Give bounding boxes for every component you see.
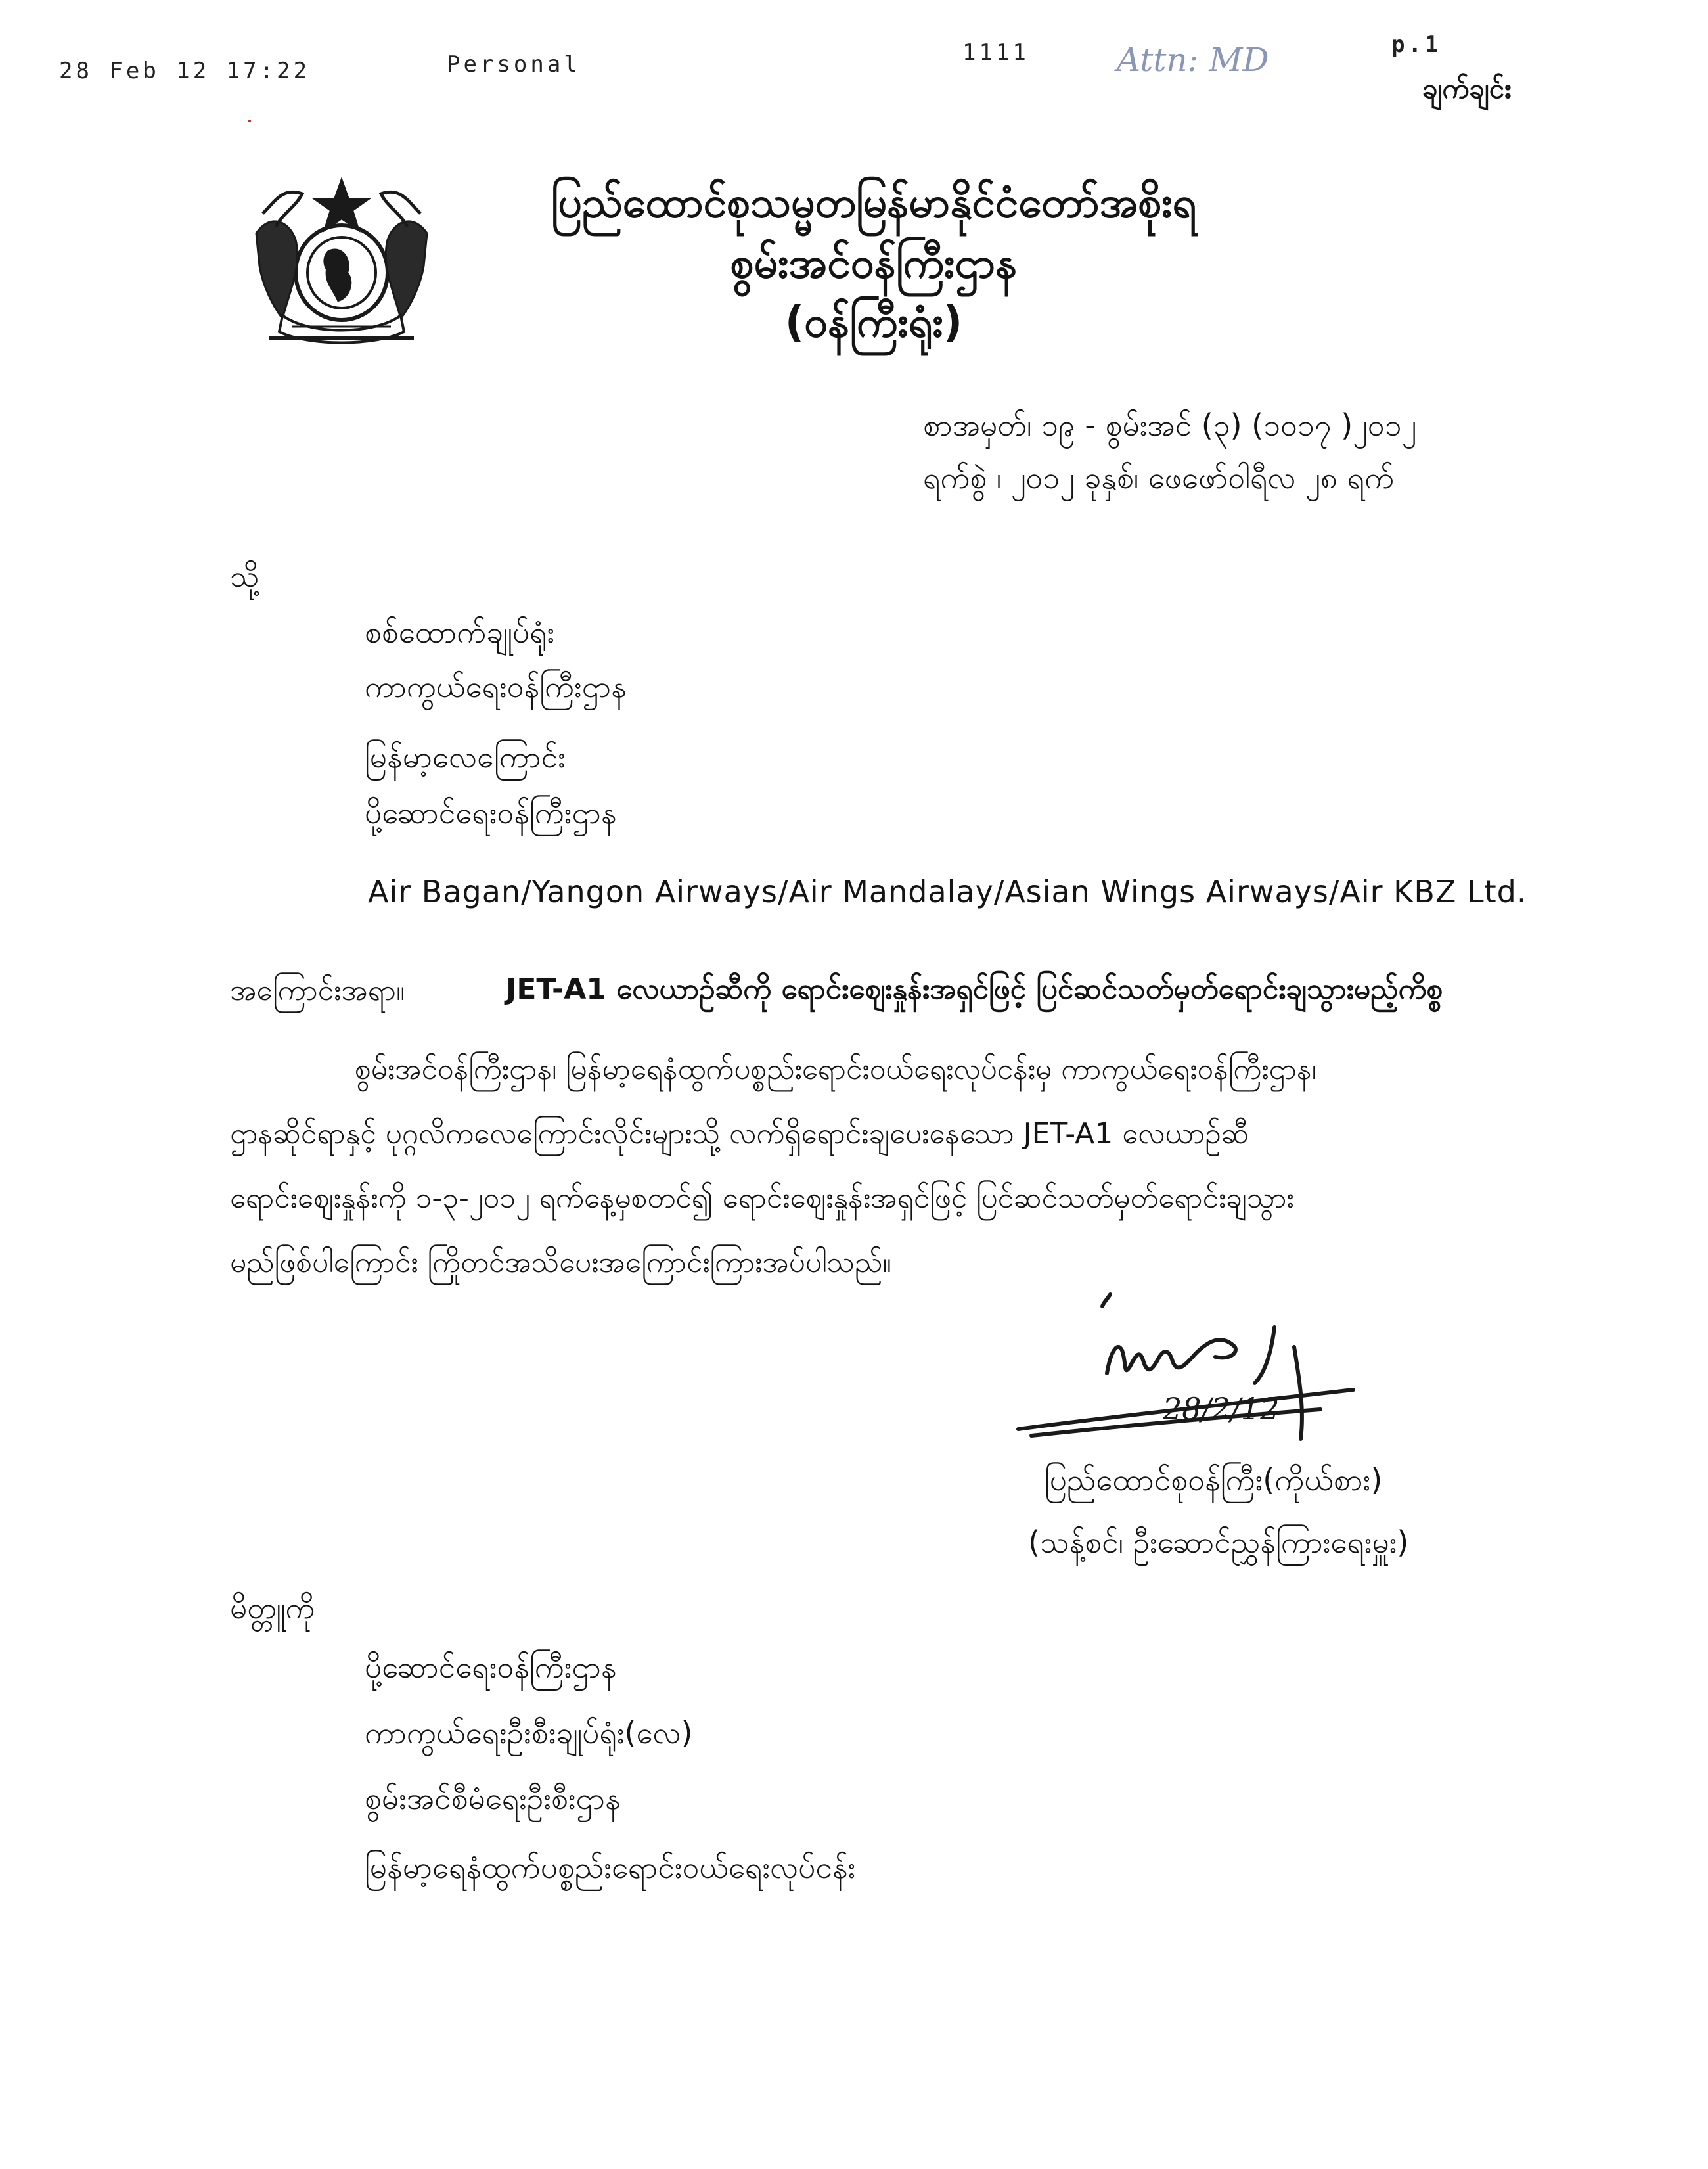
cc-recipient-line: ကာကွယ်ရေးဦးစီးချုပ်ရုံး(လေ) [365, 1715, 693, 1750]
reference-date: ရက်စွဲ ၊ ၂၀၁၂ ခုနှစ်၊ ဖေဖော်ဝါရီလ ၂၈ ရက် [923, 460, 1395, 495]
body-line: မည်ဖြစ်ပါကြောင်း ကြိုတင်အသိပေးအကြောင်းကြားအပ်ပါသည်။ [230, 1246, 891, 1279]
letterhead-government: ပြည်ထောင်စုသမ္မတမြန်မာနိုင်ငံတော်အစိုးရ [551, 179, 1197, 227]
scan-speck [248, 120, 251, 122]
cc-label: မိတ္တူကို [230, 1590, 315, 1626]
recipient-line: မြန်မာ့လေကြောင်း [365, 739, 566, 775]
handwritten-signature [1012, 1288, 1380, 1459]
fax-code: 1111 [962, 39, 1029, 66]
to-label: သို့ [230, 559, 259, 594]
reference-number: စာအမှတ်၊ ၁၉ - စွမ်းအင် (၃) (၁၀၁၇ )၂၀၁၂ [923, 407, 1417, 443]
fax-sender: Personal [447, 51, 581, 78]
signatory-name: (သန့်စင်၊ ဦးဆောင်ညွှန်ကြားရေးမှူး) [1028, 1524, 1409, 1560]
letterhead-office: (ဝန်ကြီးရုံး) [784, 298, 963, 347]
body-line: စွမ်းအင်ဝန်ကြီးဌာန၊ မြန်မာ့ရေနံထွက်ပစ္စည်းရောင်းဝယ်ရေးလုပ်ငန်းမှ ကာကွယ်ရေးဝန်ကြီးဌာန၊ [355, 1053, 1316, 1086]
fax-timestamp: 28 Feb 12 17:22 [59, 58, 311, 84]
subject-label: အကြောင်းအရာ။ [230, 974, 405, 1007]
recipient-line: စစ်ထောက်ချုပ်ရုံး [365, 614, 555, 650]
body-line: ရောင်းဈေးနှုန်းကို ၁-၃-၂၀၁၂ ရက်နေ့မှစတင်၍ ရောင်းဈေးနှုန်းအရှင်ဖြင့် ပြင်ဆင်သတ်မှတ်ရောင်းချသွား [230, 1181, 1294, 1215]
signatory-title: ပြည်ထောင်စုဝန်ကြီး(ကိုယ်စား) [1045, 1462, 1383, 1497]
cc-recipient-line: ပို့ဆောင်ရေးဝန်ကြီးဌာန [365, 1649, 617, 1685]
handwritten-attention-note: Attn: MD [1117, 41, 1269, 79]
cc-recipient-line: စွမ်းအင်စီမံရေးဦးစီးဌာန [365, 1781, 621, 1816]
body-line: ဌာနဆိုင်ရာနှင့် ပုဂ္ဂလိကလေကြောင်းလိုင်းများသို့ လက်ရှိရောင်းချပေးနေသော JET-A1 လေယာဉ်ဆီ [230, 1117, 1249, 1151]
subject-text: JET-A1 လေယာဉ်ဆီကို ရောင်းဈေးနှုန်းအရှင်ဖြင့် ပြင်ဆင်သတ်မှတ်ရောင်းချသွားမည့်ကိစ္စ [506, 972, 1443, 1006]
airline-recipients: Air Bagan/Yangon Airways/Air Mandalay/Asian Wings Airways/Air KBZ Ltd. [368, 874, 1527, 909]
fax-page-number: p.1 [1391, 32, 1442, 58]
recipient-line: ပို့ဆောင်ရေးဝန်ကြီးဌာန [365, 795, 617, 831]
letterhead-ministry: စွမ်းအင်ဝန်ကြီးဌာန [730, 239, 1018, 288]
handwritten-date: 28/2/12 [1163, 1391, 1280, 1427]
recipient-line: ကာကွယ်ရေးဝန်ကြီးဌာန [365, 669, 627, 704]
cc-recipient-line: မြန်မာ့ရေနံထွက်ပစ္စည်းရောင်းဝယ်ရေးလုပ်ငန်း [365, 1850, 856, 1885]
urgency-stamp: ချက်ချင်း [1422, 72, 1512, 104]
